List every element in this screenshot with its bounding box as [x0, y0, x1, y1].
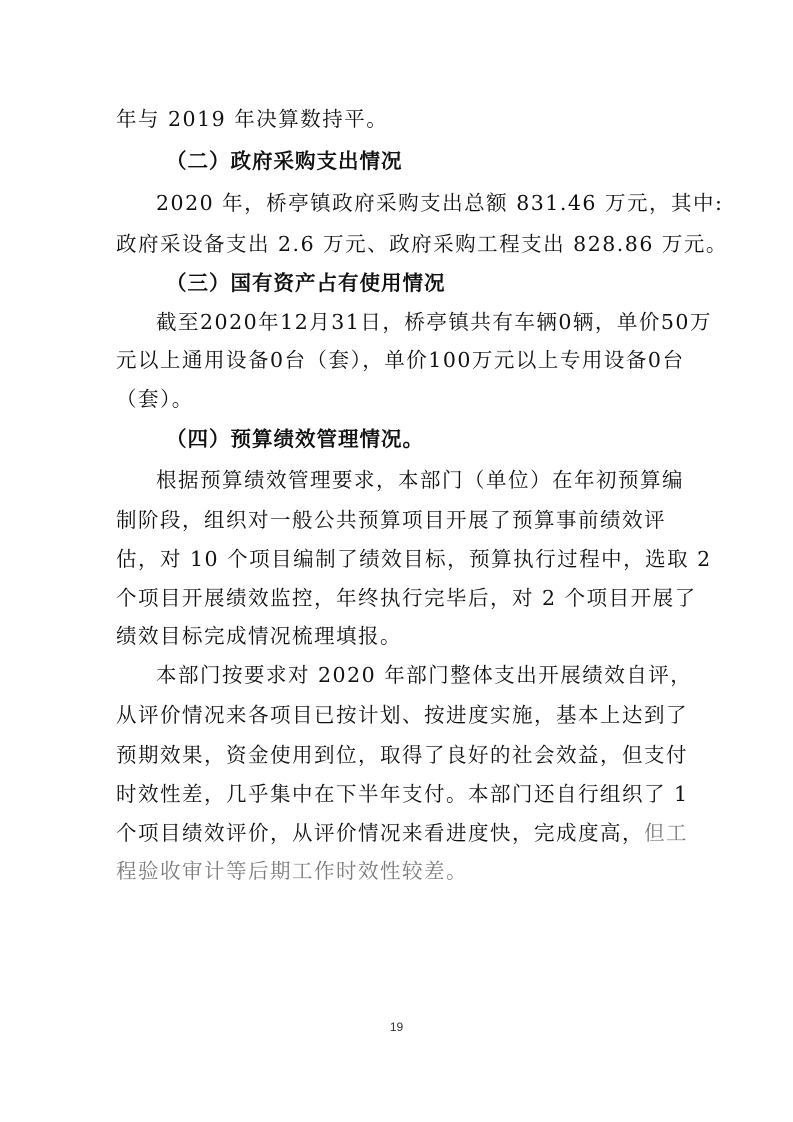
body-line-11: 制阶段，组织对一般公共预算项目开展了预算事前绩效评: [116, 508, 666, 532]
body-line-16: 从评价情况来各项目已按计划、按进度实施，基本上达到了: [116, 703, 688, 727]
body-line-19-gray-text: 但工: [644, 821, 688, 845]
body-line-10: 根据预算绩效管理要求，本部门（单位）在年初预算编: [156, 468, 684, 492]
body-line-1: 年与 2019 年决算数持平。: [116, 107, 389, 131]
page-number: 19: [389, 1020, 404, 1034]
body-line-19: [116, 818, 688, 848]
body-line-15: 本部门按要求对 2020 年部门整体支出开展绩效自评，: [156, 663, 693, 687]
body-line-3: 2020 年，桥亭镇政府采购支出总额 831.46 万元，其中:: [156, 191, 724, 215]
body-line-13: 个项目开展绩效监控，年终执行完毕后，对 2 个项目开展了: [116, 586, 697, 610]
body-line-8: （套）。: [116, 387, 194, 411]
body-line-19-text: 个项目绩效评价，从评价情况来看进度快，完成度高，: [116, 821, 644, 845]
body-line-20: 程验收审计等后期工作时效性较差。: [116, 859, 468, 883]
body-line-18: 时效性差，几乎集中在下半年支付。本部门还自行组织了 1: [116, 782, 689, 806]
section-heading-2: （二）政府采购支出情况: [166, 149, 403, 173]
section-heading-4: （四）预算绩效管理情况。: [166, 427, 424, 451]
body-line-4: 政府采设备支出 2.6 万元、政府采购工程支出 828.86 万元。: [116, 232, 728, 256]
body-line-6: 截至2020年12月31日，桥亭镇共有车辆0辆，单价50万: [156, 310, 712, 334]
section-heading-3: （三）国有资产占有使用情况: [166, 271, 446, 295]
body-line-12: 估，对 10 个项目编制了绩效目标，预算执行过程中，选取 2: [116, 547, 712, 571]
body-line-17: 预期效果，资金使用到位，取得了良好的社会效益，但支付: [116, 743, 688, 767]
body-line-14: 绩效目标完成情况梳理填报。: [116, 624, 402, 648]
body-line-7: 元以上通用设备0台（套），单价100万元以上专用设备0台: [116, 348, 685, 372]
